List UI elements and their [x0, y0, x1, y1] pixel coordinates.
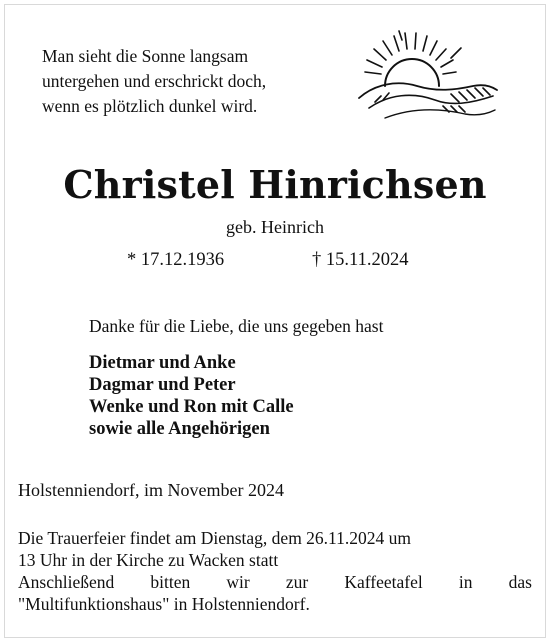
service-word: das	[508, 572, 532, 592]
memorial-quote	[42, 44, 266, 119]
quote-line: wenn es plötzlich dunkel wird.	[42, 96, 258, 116]
service-word: Kaffeetafel	[344, 572, 423, 592]
maiden-name: geb. Heinrich	[226, 217, 324, 237]
service-line: "Multifunktionshaus" in Holstenniendorf.	[18, 594, 310, 614]
quote-line: Man sieht die Sonne langsam	[42, 46, 249, 66]
thanks-line: Danke für die Liebe, die uns gegeben hast	[89, 316, 384, 336]
service-line-justified	[18, 571, 532, 593]
service-line: Die Trauerfeier findet am Dienstag, dem 26.11.2024 um	[18, 528, 412, 548]
service-word: in	[458, 572, 473, 592]
death-date: † 15.11.2024	[312, 250, 409, 270]
service-line: 13 Uhr in der Kirche zu Wacken statt	[18, 550, 279, 570]
birth-date: * 17.12.1936	[127, 250, 225, 270]
deceased-name: Christel Hinrichsen	[63, 162, 487, 207]
mourner: Dietmar und Anke	[89, 353, 236, 373]
mourners-list	[89, 352, 294, 440]
service-word: zur	[285, 572, 309, 592]
service-word: wir	[226, 572, 250, 592]
service-word: Anschließend	[18, 572, 115, 592]
mourner: Dagmar und Peter	[89, 375, 236, 395]
sunset-over-hills-icon	[355, 30, 500, 122]
service-word: bitten	[150, 572, 191, 592]
quote-line: untergehen und erschrickt doch,	[42, 71, 267, 91]
funeral-service-info	[18, 527, 532, 615]
place-and-date: Holstenniendorf, im November 2024	[18, 480, 284, 500]
mourner: sowie alle Angehörigen	[89, 419, 270, 439]
mourner: Wenke und Ron mit Calle	[89, 397, 294, 417]
